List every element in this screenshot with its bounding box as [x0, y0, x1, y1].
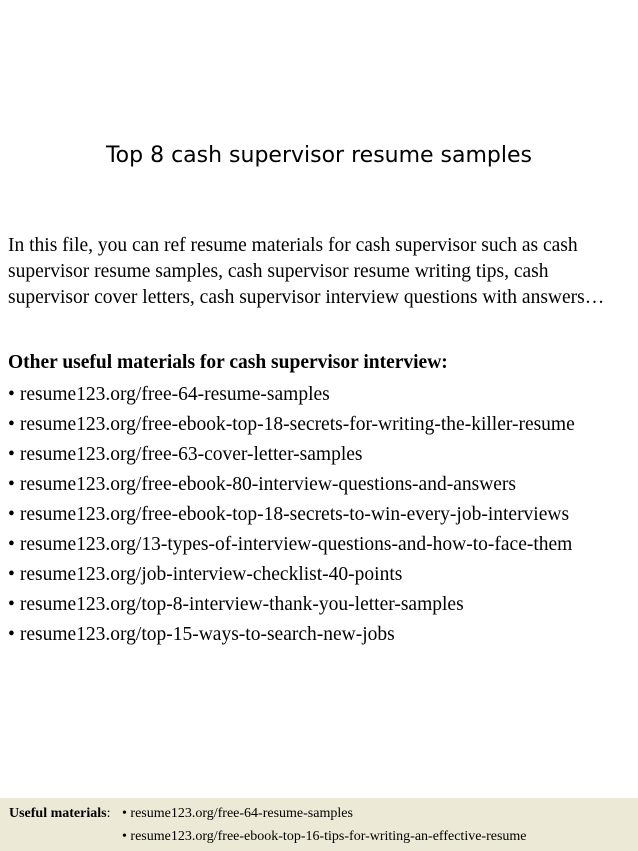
material-link[interactable]: resume123.org/free-64-resume-samples — [19, 384, 330, 405]
list-item — [8, 530, 638, 560]
material-link[interactable]: resume123.org/free-ebook-top-18-secrets-to-win-every-job-interviews — [19, 504, 570, 525]
material-link[interactable]: resume123.org/free-ebook-80-interview-questions-and-answers — [19, 474, 517, 495]
material-link[interactable]: resume123.org/job-interview-checklist-40-points — [19, 564, 403, 585]
bullet-icon: • — [8, 534, 15, 555]
list-item — [8, 500, 638, 530]
footer-label-text: Useful materials — [9, 806, 107, 821]
list-item — [8, 380, 638, 410]
footer-link[interactable]: resume123.org/free-64-resume-samples — [130, 806, 353, 821]
list-item — [8, 440, 638, 470]
list-item — [8, 620, 638, 650]
bullet-icon: • — [8, 504, 15, 525]
bullet-icon: • — [122, 829, 127, 844]
list-item — [8, 470, 638, 500]
materials-list — [8, 380, 638, 650]
footer-link[interactable]: resume123.org/free-ebook-top-16-tips-for-writing-an-effective-resume — [130, 829, 527, 844]
list-item — [8, 590, 638, 620]
bullet-icon: • — [8, 624, 15, 645]
section-heading: Other useful materials for cash supervisor interview: — [8, 352, 448, 373]
page-title: Top 8 cash supervisor resume samples — [105, 143, 533, 168]
footer-item — [122, 806, 353, 822]
footer-colon: : — [106, 806, 111, 821]
bullet-icon: • — [8, 474, 15, 495]
intro-paragraph: In this file, you can ref resume materials for cash supervisor such as cash supervisor resume samples, cash supervisor resume writing tips, cash supervisor cover letters, cash supervisor interview questions with answers… — [8, 235, 605, 308]
footer-bar — [0, 798, 638, 851]
footer-item — [122, 829, 527, 845]
bullet-icon: • — [8, 384, 15, 405]
list-item — [8, 560, 638, 590]
bullet-icon: • — [122, 806, 127, 821]
bullet-icon: • — [8, 444, 15, 465]
material-link[interactable]: resume123.org/free-63-cover-letter-samples — [19, 444, 363, 465]
bullet-icon: • — [8, 564, 15, 585]
bullet-icon: • — [8, 414, 15, 435]
bullet-icon: • — [8, 594, 15, 615]
material-link[interactable]: resume123.org/top-15-ways-to-search-new-jobs — [19, 624, 395, 645]
material-link[interactable]: resume123.org/top-8-interview-thank-you-letter-samples — [19, 594, 464, 615]
material-link[interactable]: resume123.org/free-ebook-top-18-secrets-for-writing-the-killer-resume — [19, 414, 575, 435]
material-link[interactable]: resume123.org/13-types-of-interview-questions-and-how-to-face-them — [19, 534, 573, 555]
footer-label — [9, 806, 110, 822]
list-item — [8, 410, 638, 440]
